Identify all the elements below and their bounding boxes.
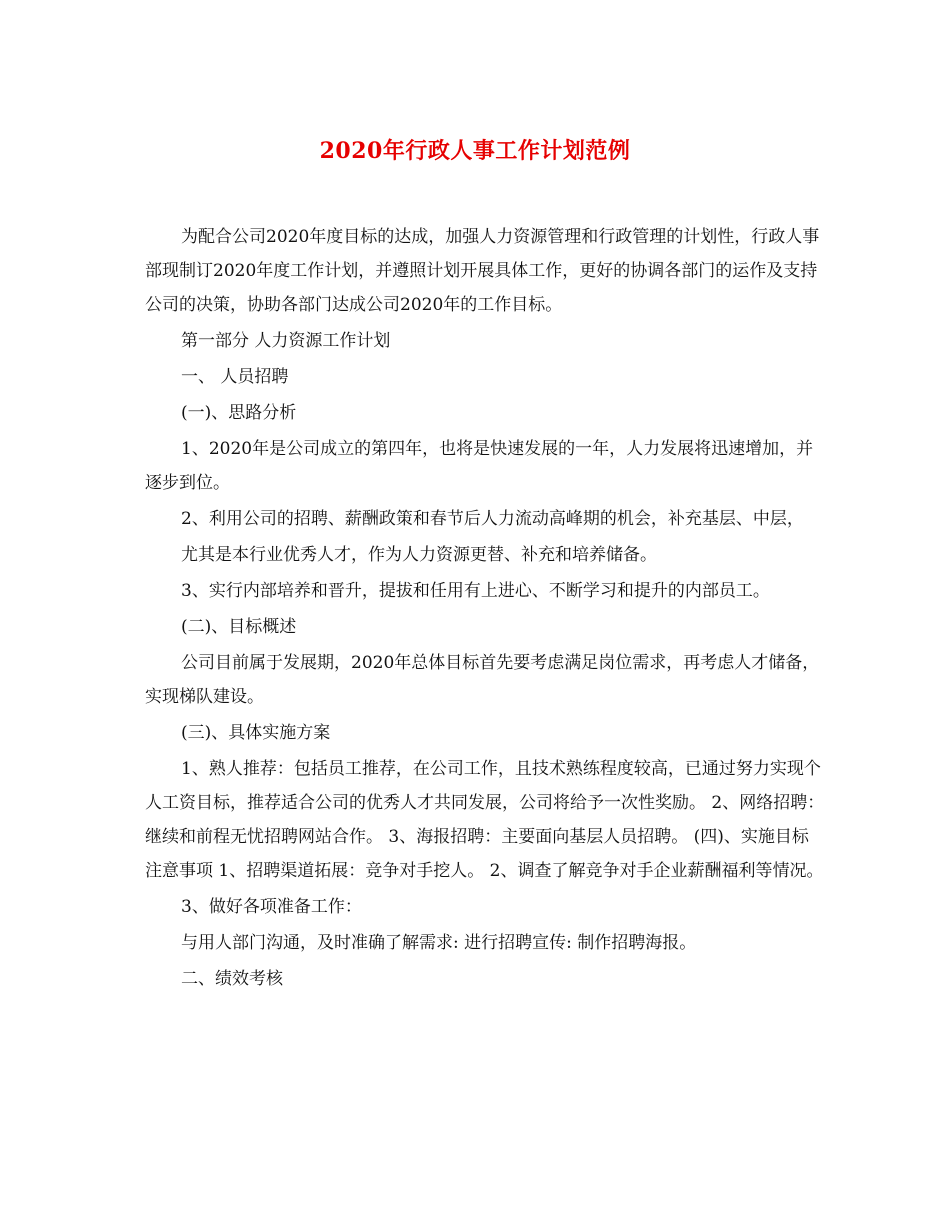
subsection-heading: (一)、思路分析 [181,403,297,423]
paragraph: 3、做好各项准备工作： [181,897,362,917]
paragraph: 与用人部门沟通，及时准确了解需求: 进行招聘宣传: 制作招聘海报。 [181,933,697,953]
document-title: 2020年行政人事工作计划范例 [319,138,631,164]
document-body [145,220,825,998]
section-heading: 第一部分 人力资源工作计划 [181,331,391,351]
paragraph: 尤其是本行业优秀人才，作为人力资源更替、补充和培养储备。 [181,545,657,565]
paragraph: 3、实行内部培养和晋升，提拔和任用有上进心、不断学习和提升的内部员工。 [181,581,770,601]
subsection-heading: (三)、具体实施方案 [181,723,331,743]
paragraph: 为配合公司2020年度目标的达成，加强人力资源管理和行政管理的计划性，行政人事部现制订2020年度工作计划，并遵照计划开展具体工作，更好的协调各部门的运作及支持公司的决策，协助各部门达成公司2020年的工作目标。 [145,227,820,315]
paragraph: 2、利用公司的招聘、薪酬政策和春节后人力流动高峰期的机会，补充基层、中层， [181,509,804,529]
paragraph: 1、熟人推荐：包括员工推荐，在公司工作，且技术熟练程度较高，已通过努力实现个人工资目标，推荐适合公司的优秀人才共同发展，公司将给予一次性奖励。 2、网络招聘：继续和前程无忧招聘网站合作。 3、海报招聘：主要面向基层人员招聘。 (四)、实施目标注意事项 1、招聘渠道拓展：竞争对手挖人。 2、调查了解竞争对手企业薪酬福利等情况。 [145,759,825,881]
subsection-heading: (二)、目标概述 [181,617,297,637]
section-heading: 二、绩效考核 [181,969,283,989]
paragraph: 公司目前属于发展期，2020年总体目标首先要考虑满足岗位需求，再考虑人才储备，实现梯队建设。 [145,653,820,707]
paragraph: 1、2020年是公司成立的第四年，也将是快速发展的一年，人力发展将迅速增加，并逐步到位。 [145,439,814,493]
subsection-heading: 一、 人员招聘 [181,367,289,387]
